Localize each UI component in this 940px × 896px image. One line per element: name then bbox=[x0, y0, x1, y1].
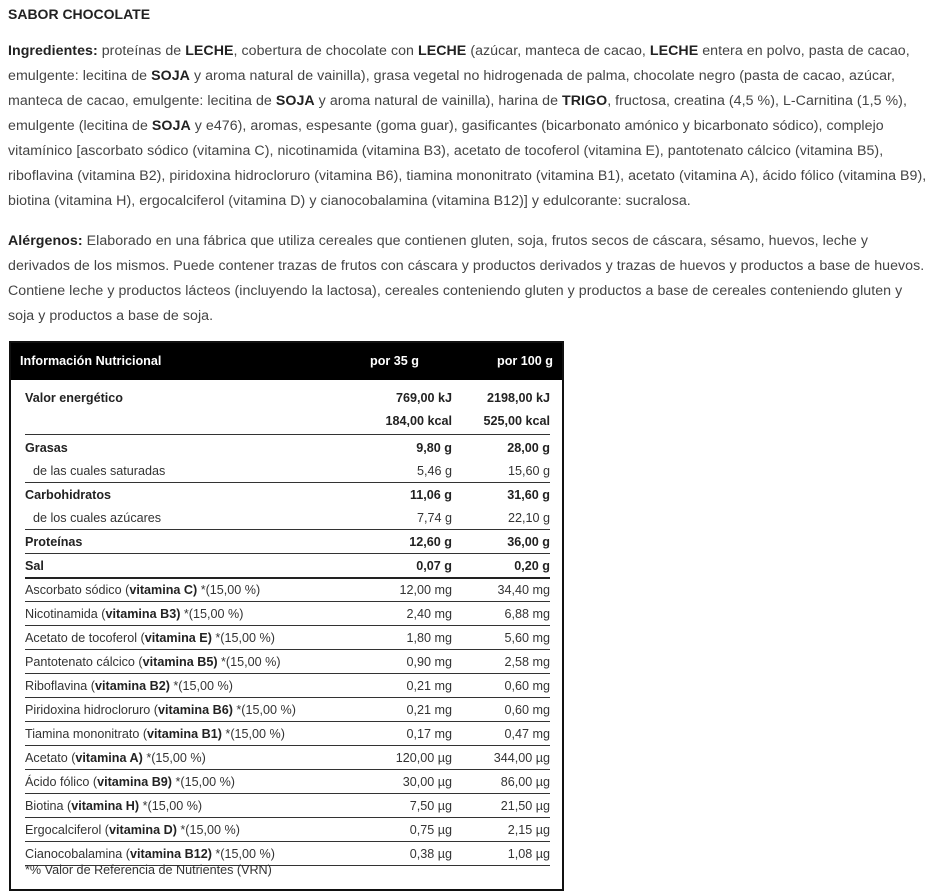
vitamin-compound: Riboflavina ( bbox=[25, 679, 95, 693]
header-info: Información Nutricional bbox=[20, 354, 162, 368]
ingredients-segment: y aroma natural de vainilla), harina de bbox=[314, 93, 562, 109]
vitamin-label bbox=[25, 775, 235, 789]
value-per-35g: 0,75 µg bbox=[409, 823, 452, 837]
vitamin-row bbox=[25, 698, 550, 722]
value-per-100g: 2,58 mg bbox=[504, 655, 550, 669]
allergen-highlight: TRIGO bbox=[562, 93, 608, 109]
vitamin-label bbox=[25, 607, 243, 621]
vitamin-vrn: *(15,00 %) bbox=[211, 847, 275, 861]
value-per-35g: 120,00 µg bbox=[395, 751, 452, 765]
vitamin-name: vitamina E) bbox=[144, 631, 212, 645]
ingredients-segment: (azúcar, manteca de cacao, bbox=[466, 43, 650, 59]
energy-kj-100: 2198,00 kJ bbox=[486, 391, 550, 405]
vitamin-compound: Ascorbato sódico ( bbox=[25, 583, 130, 597]
ingredients-segment: , fructosa, creatina (4,5 %), L-Carnitina (1,5 %), emulgente (lecitina de bbox=[8, 93, 907, 134]
value-per-100g: 2,15 µg bbox=[507, 823, 550, 837]
vitamin-label bbox=[25, 823, 240, 837]
nutrient-label: Sal bbox=[25, 559, 44, 573]
ingredients-label: Ingredientes: bbox=[8, 43, 98, 59]
nutrition-table bbox=[9, 341, 564, 891]
value-per-100g: 6,88 mg bbox=[504, 607, 550, 621]
vitamin-label bbox=[25, 583, 260, 597]
ingredients-segment: y aroma natural de vainilla), grasa vegetal no hidrogenada de palma, chocolate negro (pasta de cacao, azúcar, manteca de cacao, emulgente: lecitina de bbox=[8, 68, 896, 109]
allergens-text: Elaborado en una fábrica que utiliza cereales que contienen gluten, soja, frutos secos de cáscara, sésamo, huevos, leche y derivados de los mismos. Puede contener trazas de frutos con cáscara y productos derivados y trazas de huevos y productos a base de huevos. Contiene leche y productos lácteos (incluyendo la lactosa), cereales conteniendo gluten y productos a base de cereales conteniendo gluten y soja y productos a base de soja. bbox=[8, 233, 925, 324]
vitamin-row bbox=[25, 674, 550, 698]
energy-kcal-35: 184,00 kcal bbox=[385, 414, 452, 428]
vitamin-vrn: *(15,00 %) bbox=[197, 583, 261, 597]
value-per-35g: 0,38 µg bbox=[409, 847, 452, 861]
nutrient-label: de los cuales azúcares bbox=[33, 511, 162, 525]
vitamin-row bbox=[25, 818, 550, 842]
vitamin-compound: Ergocalciferol ( bbox=[25, 823, 109, 837]
value-per-35g: 7,74 g bbox=[416, 511, 452, 525]
value-per-35g: 1,80 mg bbox=[406, 631, 452, 645]
nutrient-row bbox=[25, 459, 550, 483]
allergens-label: Alérgenos: bbox=[8, 233, 83, 249]
energy-row bbox=[25, 386, 550, 410]
value-per-35g: 9,80 g bbox=[416, 441, 452, 455]
energy-kj-35: 769,00 kJ bbox=[395, 391, 452, 405]
value-per-35g: 0,17 mg bbox=[406, 727, 452, 741]
vitamin-label bbox=[25, 631, 275, 645]
value-per-35g: 5,46 g bbox=[416, 464, 452, 478]
value-per-100g: 1,08 µg bbox=[507, 847, 550, 861]
section-heading: SABOR CHOCOLATE bbox=[8, 6, 151, 22]
value-per-100g: 21,50 µg bbox=[500, 799, 550, 813]
row-separator bbox=[25, 434, 550, 435]
nutrient-row bbox=[25, 436, 550, 460]
vitamin-name: vitamina C) bbox=[129, 583, 198, 597]
nutrient-row bbox=[25, 506, 550, 530]
vitamin-label bbox=[25, 679, 233, 693]
vitamin-row bbox=[25, 746, 550, 770]
value-per-100g: 31,60 g bbox=[507, 488, 550, 502]
nutrient-label: Carbohidratos bbox=[25, 488, 112, 502]
vitamin-name: vitamina D) bbox=[109, 823, 177, 837]
vitamin-vrn: *(15,00 %) bbox=[172, 775, 235, 789]
allergens-paragraph bbox=[8, 229, 932, 329]
value-per-35g: 12,60 g bbox=[409, 535, 452, 549]
vitamin-name: vitamina B6) bbox=[158, 703, 233, 717]
nutrition-table-header bbox=[11, 343, 562, 380]
vitamin-vrn: *(15,00 %) bbox=[217, 655, 281, 669]
value-per-100g: 15,60 g bbox=[507, 464, 550, 478]
vitamin-compound: Pantotenato cálcico ( bbox=[25, 655, 143, 669]
vitamin-vrn: *(15,00 %) bbox=[232, 703, 296, 717]
allergen-highlight: LECHE bbox=[185, 43, 234, 59]
nutrient-row bbox=[25, 554, 550, 578]
header-per-100g: por 100 g bbox=[497, 354, 553, 368]
vitamin-vrn: *(15,00 %) bbox=[221, 727, 285, 741]
value-per-35g: 0,21 mg bbox=[406, 679, 452, 693]
vitamin-label bbox=[25, 751, 206, 765]
vitamin-vrn: *(15,00 %) bbox=[176, 823, 240, 837]
vitamin-compound: Cianocobalamina ( bbox=[25, 847, 131, 861]
vitamin-name: vitamina B5) bbox=[142, 655, 218, 669]
value-per-35g: 0,21 mg bbox=[406, 703, 452, 717]
ingredients-paragraph bbox=[8, 39, 932, 214]
vitamin-vrn: *(15,00 %) bbox=[169, 679, 233, 693]
allergen-highlight: LECHE bbox=[649, 43, 699, 59]
vitamin-name: vitamina B2) bbox=[95, 679, 170, 693]
energy-kcal-row bbox=[25, 409, 550, 433]
vitamin-row bbox=[25, 650, 550, 674]
ingredients-text bbox=[8, 43, 926, 209]
value-per-35g: 11,06 g bbox=[409, 488, 452, 502]
value-per-35g: 0,90 mg bbox=[406, 655, 452, 669]
allergen-highlight: SOJA bbox=[151, 68, 190, 84]
vitamin-name: vitamina B3) bbox=[105, 607, 181, 621]
value-per-35g: 12,00 mg bbox=[399, 583, 452, 597]
vitamin-name: vitamina B1) bbox=[147, 727, 222, 741]
vitamin-compound: Tiamina mononitrato ( bbox=[25, 727, 148, 741]
table-footnote: *% Valor de Referencia de Nutrientes (VRN) bbox=[25, 863, 272, 877]
allergen-highlight: LECHE bbox=[417, 43, 467, 59]
value-per-100g: 5,60 mg bbox=[504, 631, 550, 645]
header-per-35g: por 35 g bbox=[370, 354, 419, 368]
value-per-100g: 28,00 g bbox=[507, 441, 550, 455]
value-per-100g: 36,00 g bbox=[507, 535, 550, 549]
vitamin-compound: Nicotinamida ( bbox=[25, 607, 106, 621]
value-per-35g: 30,00 µg bbox=[402, 775, 452, 789]
vitamin-row bbox=[25, 602, 550, 626]
vitamin-compound: Biotina ( bbox=[25, 799, 72, 813]
ingredients-segment: entera en polvo, pasta de cacao, emulgente: lecitina de bbox=[8, 43, 910, 84]
nutrient-row bbox=[25, 530, 550, 554]
value-per-100g: 86,00 µg bbox=[500, 775, 550, 789]
value-per-100g: 344,00 µg bbox=[493, 751, 550, 765]
value-per-35g: 0,07 g bbox=[416, 559, 452, 573]
value-per-100g: 0,60 mg bbox=[504, 703, 550, 717]
vitamin-label bbox=[25, 847, 275, 861]
vitamin-row bbox=[25, 722, 550, 746]
value-per-100g: 0,60 mg bbox=[504, 679, 550, 693]
vitamin-label bbox=[25, 655, 281, 669]
value-per-35g: 2,40 mg bbox=[406, 607, 452, 621]
nutrient-row bbox=[25, 483, 550, 507]
vitamin-row bbox=[25, 626, 550, 650]
value-per-100g: 34,40 mg bbox=[497, 583, 550, 597]
vitamin-vrn: *(15,00 %) bbox=[142, 751, 206, 765]
nutrient-label: de las cuales saturadas bbox=[33, 464, 166, 478]
allergen-highlight: SOJA bbox=[275, 93, 315, 109]
vitamin-vrn: *(15,00 %) bbox=[180, 607, 244, 621]
vitamin-name: vitamina A) bbox=[75, 751, 143, 765]
ingredients-segment: , cobertura de chocolate con bbox=[233, 43, 418, 59]
energy-kcal-100: 525,00 kcal bbox=[483, 414, 550, 428]
vitamin-label bbox=[25, 799, 202, 813]
vitamin-vrn: *(15,00 %) bbox=[211, 631, 275, 645]
vitamin-compound: Ácido fólico ( bbox=[25, 775, 98, 789]
vitamin-name: vitamina B9) bbox=[97, 775, 172, 789]
vitamin-row bbox=[25, 578, 550, 602]
vitamin-compound: Piridoxina hidrocloruro ( bbox=[25, 703, 158, 717]
vitamin-vrn: *(15,00 %) bbox=[139, 799, 203, 813]
vitamin-name: vitamina H) bbox=[71, 799, 140, 813]
vitamin-label bbox=[25, 703, 296, 717]
vitamin-compound: Acetato ( bbox=[25, 751, 76, 765]
vitamin-label bbox=[25, 727, 285, 741]
value-per-100g: 22,10 g bbox=[507, 511, 550, 525]
vitamin-row bbox=[25, 794, 550, 818]
allergen-highlight: SOJA bbox=[151, 118, 191, 134]
value-per-35g: 7,50 µg bbox=[409, 799, 452, 813]
value-per-100g: 0,20 g bbox=[514, 559, 550, 573]
ingredients-segment: proteínas de bbox=[97, 43, 186, 59]
value-per-100g: 0,47 mg bbox=[504, 727, 550, 741]
energy-label: Valor energético bbox=[25, 391, 123, 405]
vitamin-row bbox=[25, 770, 550, 794]
nutrient-label: Grasas bbox=[25, 441, 68, 455]
vitamin-compound: Acetato de tocoferol ( bbox=[25, 631, 145, 645]
vitamin-name: vitamina B12) bbox=[130, 847, 212, 861]
ingredients-segment: y e476), aromas, espesante (goma guar), gasificantes (bicarbonato amónico y bicarbonato sódico), complejo vitamínico [ascorbato sódico (vitamina C), nicotinamida (vitamina B3), acetato de tocoferol (vitamina E), pantotenato cálcico (vitamina B5), riboflavina (vitamina B2), piridoxina hidrocloruro (vitamina B6), tiamina mononitrato (vitamina B1), acetato (vitamina A), ácido fólico (vitamina B9), biotina (vitamina H), ergocalciferol (vitamina D) y cianocobalamina (vitamina B12)] y edulcorante: sucralosa. bbox=[8, 118, 927, 209]
nutrient-label: Proteínas bbox=[25, 535, 83, 549]
